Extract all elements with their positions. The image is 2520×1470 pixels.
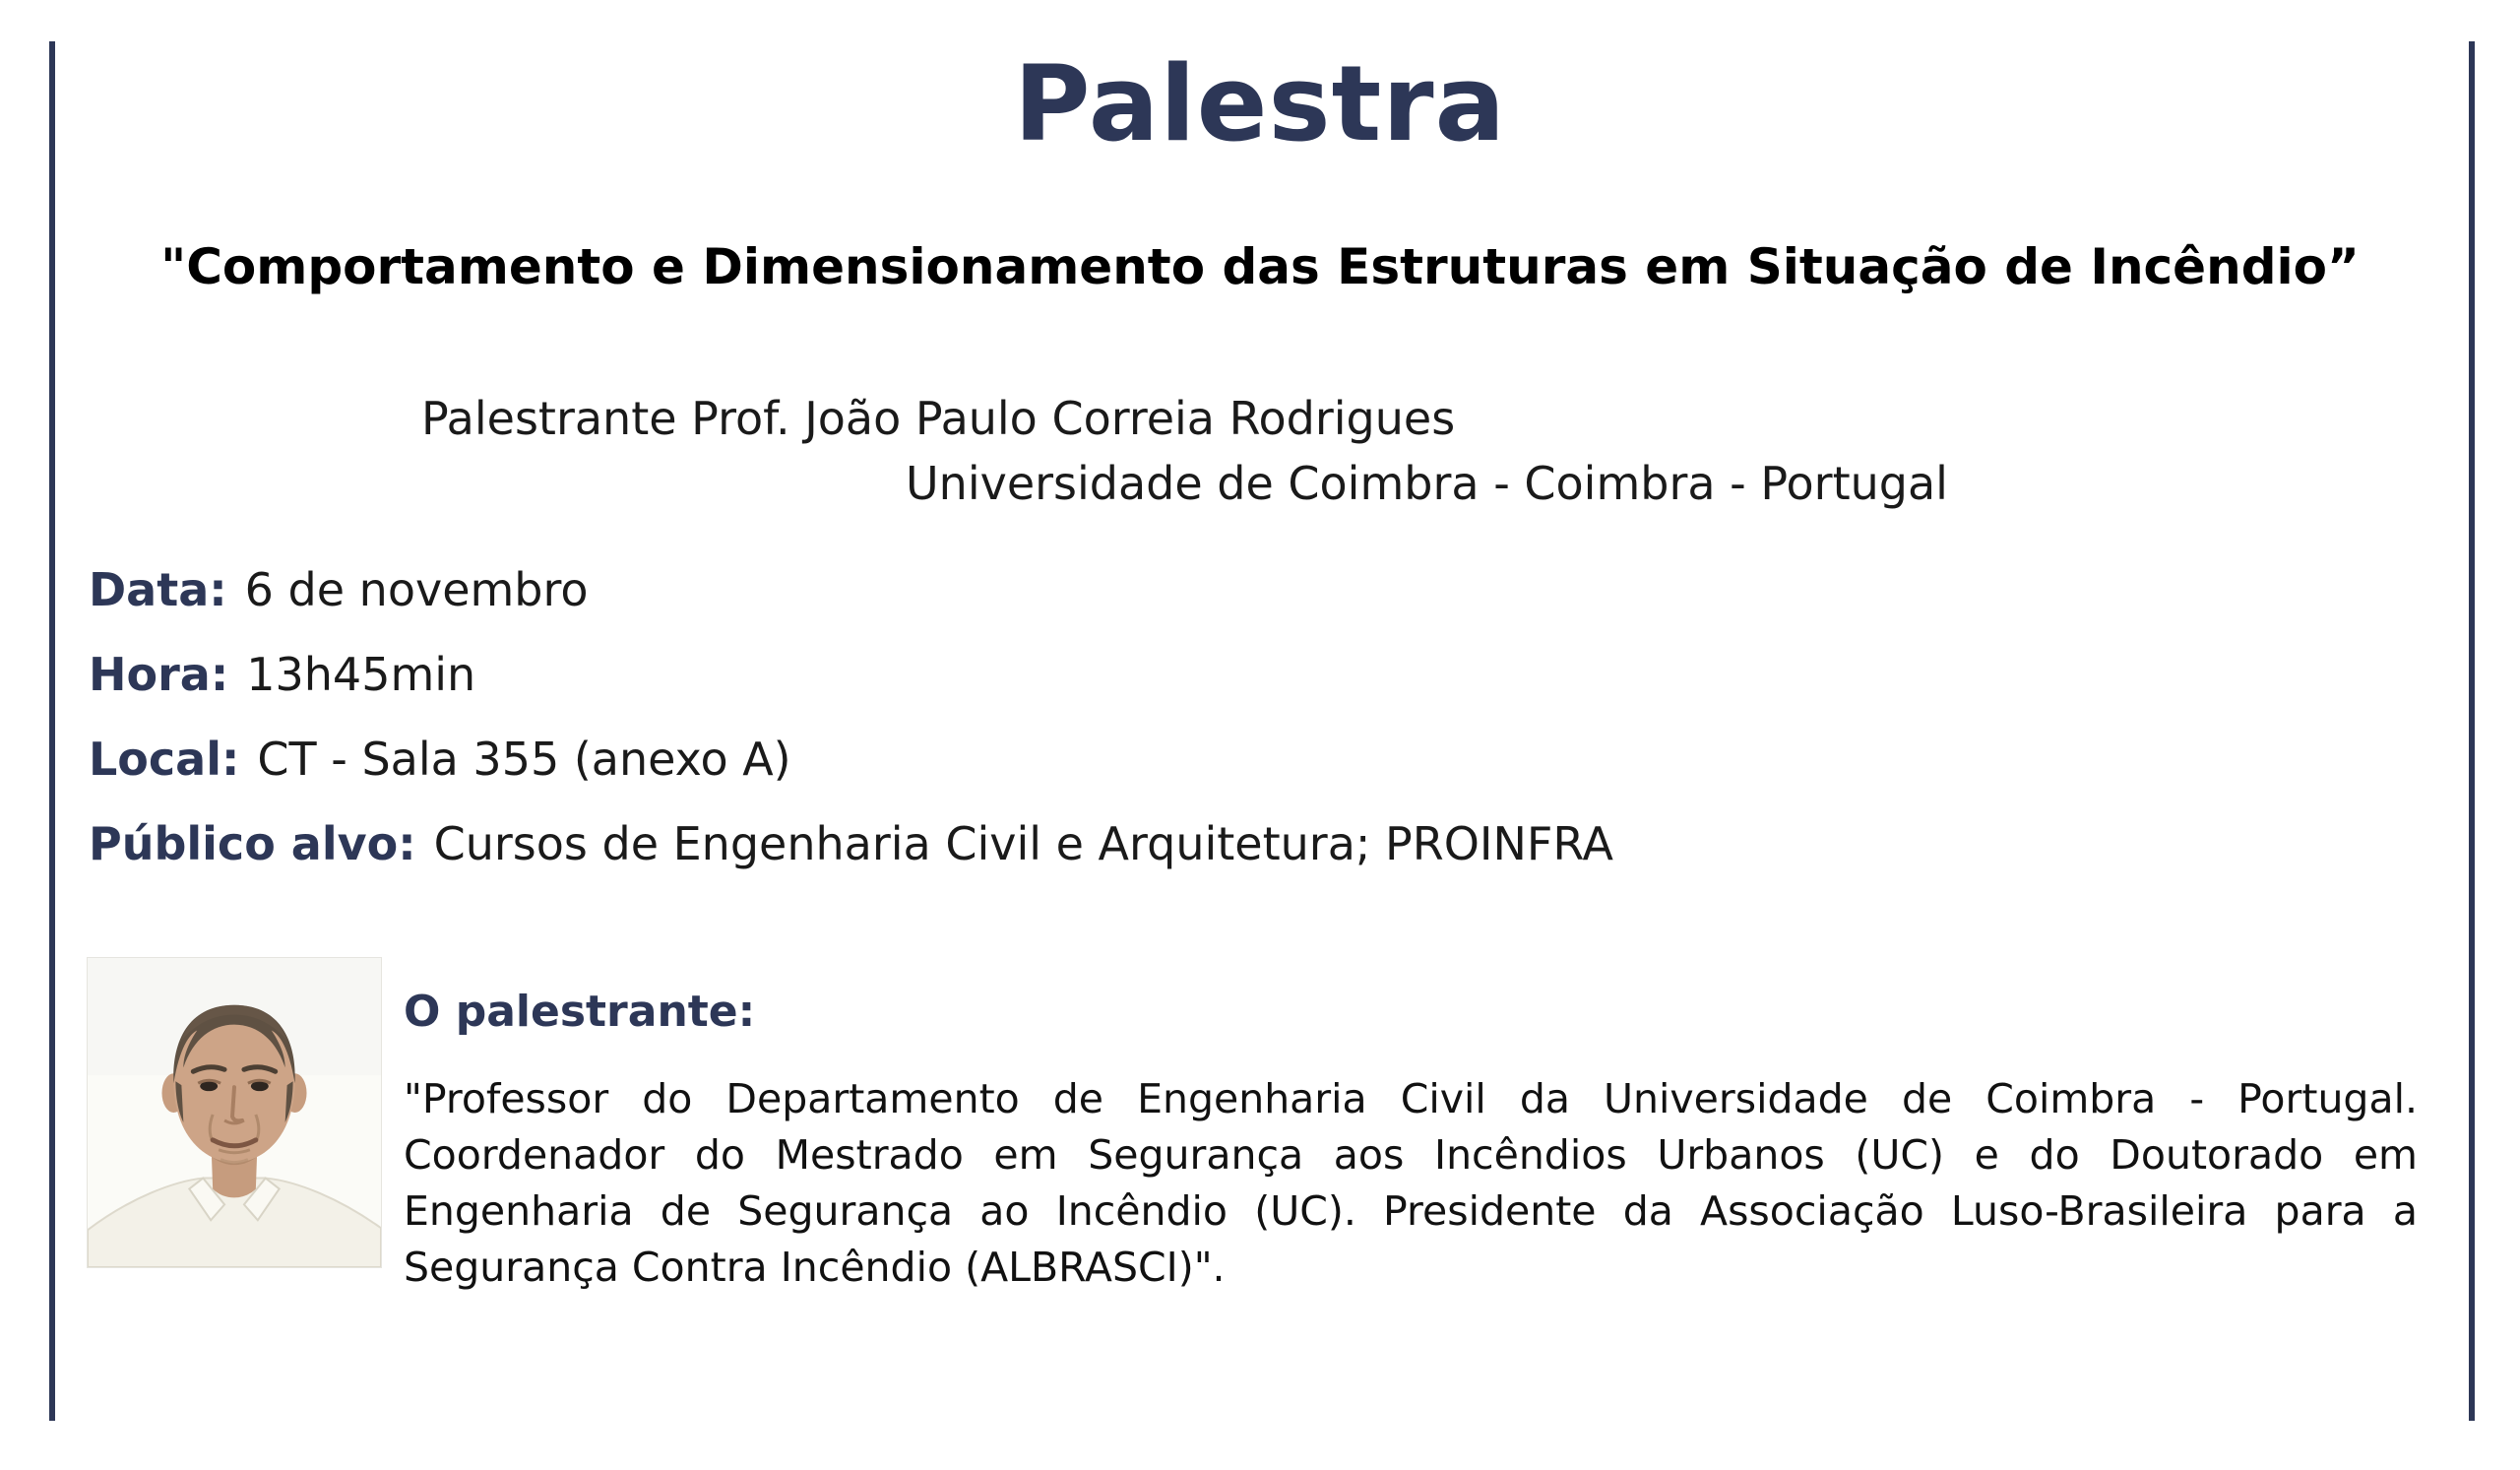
detail-row-date [89, 563, 589, 617]
bio-text: "Professor do Departamento de Engenharia Civil da Universidade de Coimbra - Portugal. Coordenador do Mestrado em Segurança aos Incêndios Urbanos (UC) e do Doutorado em Engenharia de Segurança ao Incêndio (UC). Presidente da Associação Luso-Brasileira para a Segurança Contra Incêndio (ALBRASCI)". [404, 1075, 2418, 1291]
date-label: Data: [89, 563, 227, 616]
speaker-photo [87, 957, 382, 1268]
page-title: Palestra [1013, 43, 1507, 164]
location-value: CT - Sala 355 (anexo A) [257, 733, 791, 786]
time-label: Hora: [89, 648, 229, 701]
time-value: 13h45min [246, 648, 476, 701]
speaker-portrait-illustration [88, 958, 381, 1267]
left-border-line [49, 41, 55, 1421]
speaker-name-line: Palestrante Prof. João Paulo Correia Rodrigues [421, 392, 1456, 445]
detail-row-audience [89, 817, 1613, 871]
speaker-affiliation-line: Universidade de Coimbra - Coimbra - Portugal [906, 457, 1948, 510]
audience-label: Público alvo: [89, 817, 416, 870]
date-value: 6 de novembro [244, 563, 589, 616]
audience-value: Cursos de Engenharia Civil e Arquitetura; PROINFRA [433, 817, 1613, 870]
detail-row-time [89, 648, 475, 702]
location-label: Local: [89, 733, 240, 786]
detail-row-location [89, 733, 791, 787]
bio-heading: O palestrante: [404, 987, 756, 1037]
right-border-line [2469, 41, 2475, 1421]
lecture-title: "Comportamento e Dimensionamento das Estruturas em Situação de Incêndio” [160, 238, 2360, 295]
